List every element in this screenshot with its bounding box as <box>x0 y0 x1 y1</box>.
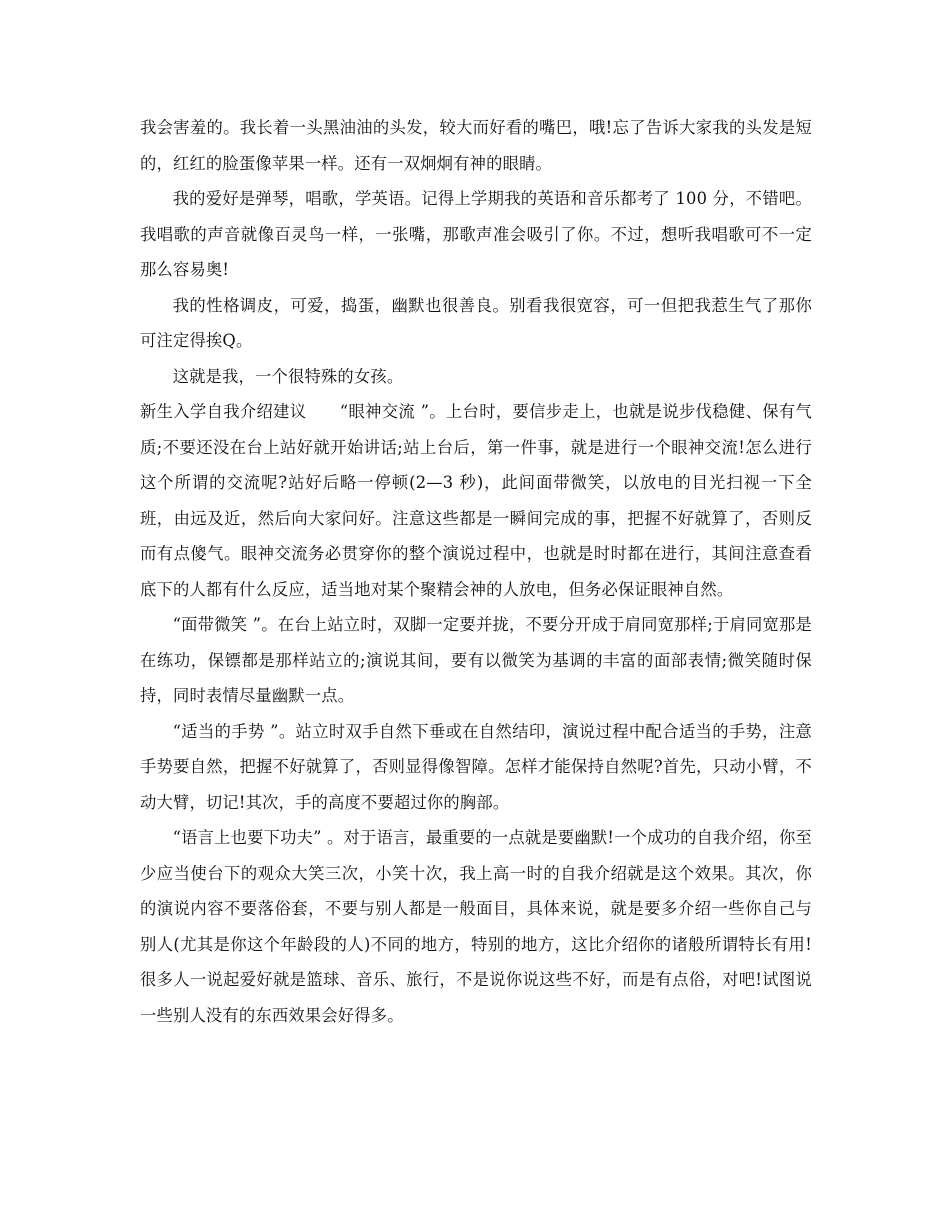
paragraph-2: 我的爱好是弹琴，唱歌，学英语。记得上学期我的英语和音乐都考了 100 分，不错吧。我唱歌的声音就像百灵鸟一样，一张嘴，那歌声准会吸引了你。不过，想听我唱歌可不一定那么容易奥! <box>140 189 812 279</box>
paragraph-5: 新生入学自我介绍建议 “眼神交流 ”。上台时，要信步走上，也就是说步伐稳健、保有气质;不要还没在台上站好就开始讲话;站上台后，第一件事，就是进行一个眼神交流!怎么进行这个所谓的交流呢?站好后略一停顿(2—3 秒)，此间面带微笑，以放电的目光扫视一下全班，由远及近，然后向大家问好。注意这些都是一瞬间完成的事，把握不好就算了，否则反而有点傻气。眼神交流务必贯穿你的整个演说过程中，也就是时时都在进行，其间注意查看底下的人都有什么反应，适当地对某个聚精会神的人放电，但务必保证眼神自然。 <box>140 402 812 599</box>
paragraph-4: 这就是我，一个很特殊的女孩。 <box>172 366 404 386</box>
paragraph-1: 我会害羞的。我长着一头黑油油的头发，较大而好看的嘴巴，哦!忘了告诉大家我的头发是短的，红红的脸蛋像苹果一样。还有一双炯炯有神的眼睛。 <box>140 118 812 173</box>
paragraph-3: 我的性格调皮，可爱，捣蛋，幽默也很善良。别看我很宽容，可一但把我惹生气了那你可注定得挨Q。 <box>140 295 812 350</box>
paragraph-7: “适当的手势 ”。站立时双手自然下垂或在自然结印，演说过程中配合适当的手势，注意手势要自然，把握不好就算了，否则显得像智障。怎样才能保持自然呢?首先，只动小臂，不动大臂，切记!其次，手的高度不要超过你的胸部。 <box>140 721 812 812</box>
paragraph-6: “面带微笑 ”。在台上站立时，双脚一定要并拢，不要分开成于肩同宽那样;于肩同宽那是在练功，保镖都是那样站立的;演说其间，要有以微笑为基调的丰富的面部表情;微笑随时保持，同时表情尽量幽默一点。 <box>140 615 812 705</box>
paragraph-8: “语言上也要下功夫” 。对于语言，最重要的一点就是要幽默!一个成功的自我介绍，你至少应当使台下的观众大笑三次，小笑十次，我上高一时的自我介绍就是这个效果。其次，你的演说内容不要落俗套，不要与别人都是一般面目，具体来说，就是要多介绍一些你自己与别人(尤其是你这个年龄段的人)不同的地方，特别的地方，这比介绍你的诸般所谓特长有用!很多人一说起爱好就是篮球、音乐、旅行，不是说你说这些不好，而是有点俗，对吧!试图说一些别人没有的东西效果会好得多。 <box>140 828 812 1025</box>
document-body <box>140 110 812 1033</box>
